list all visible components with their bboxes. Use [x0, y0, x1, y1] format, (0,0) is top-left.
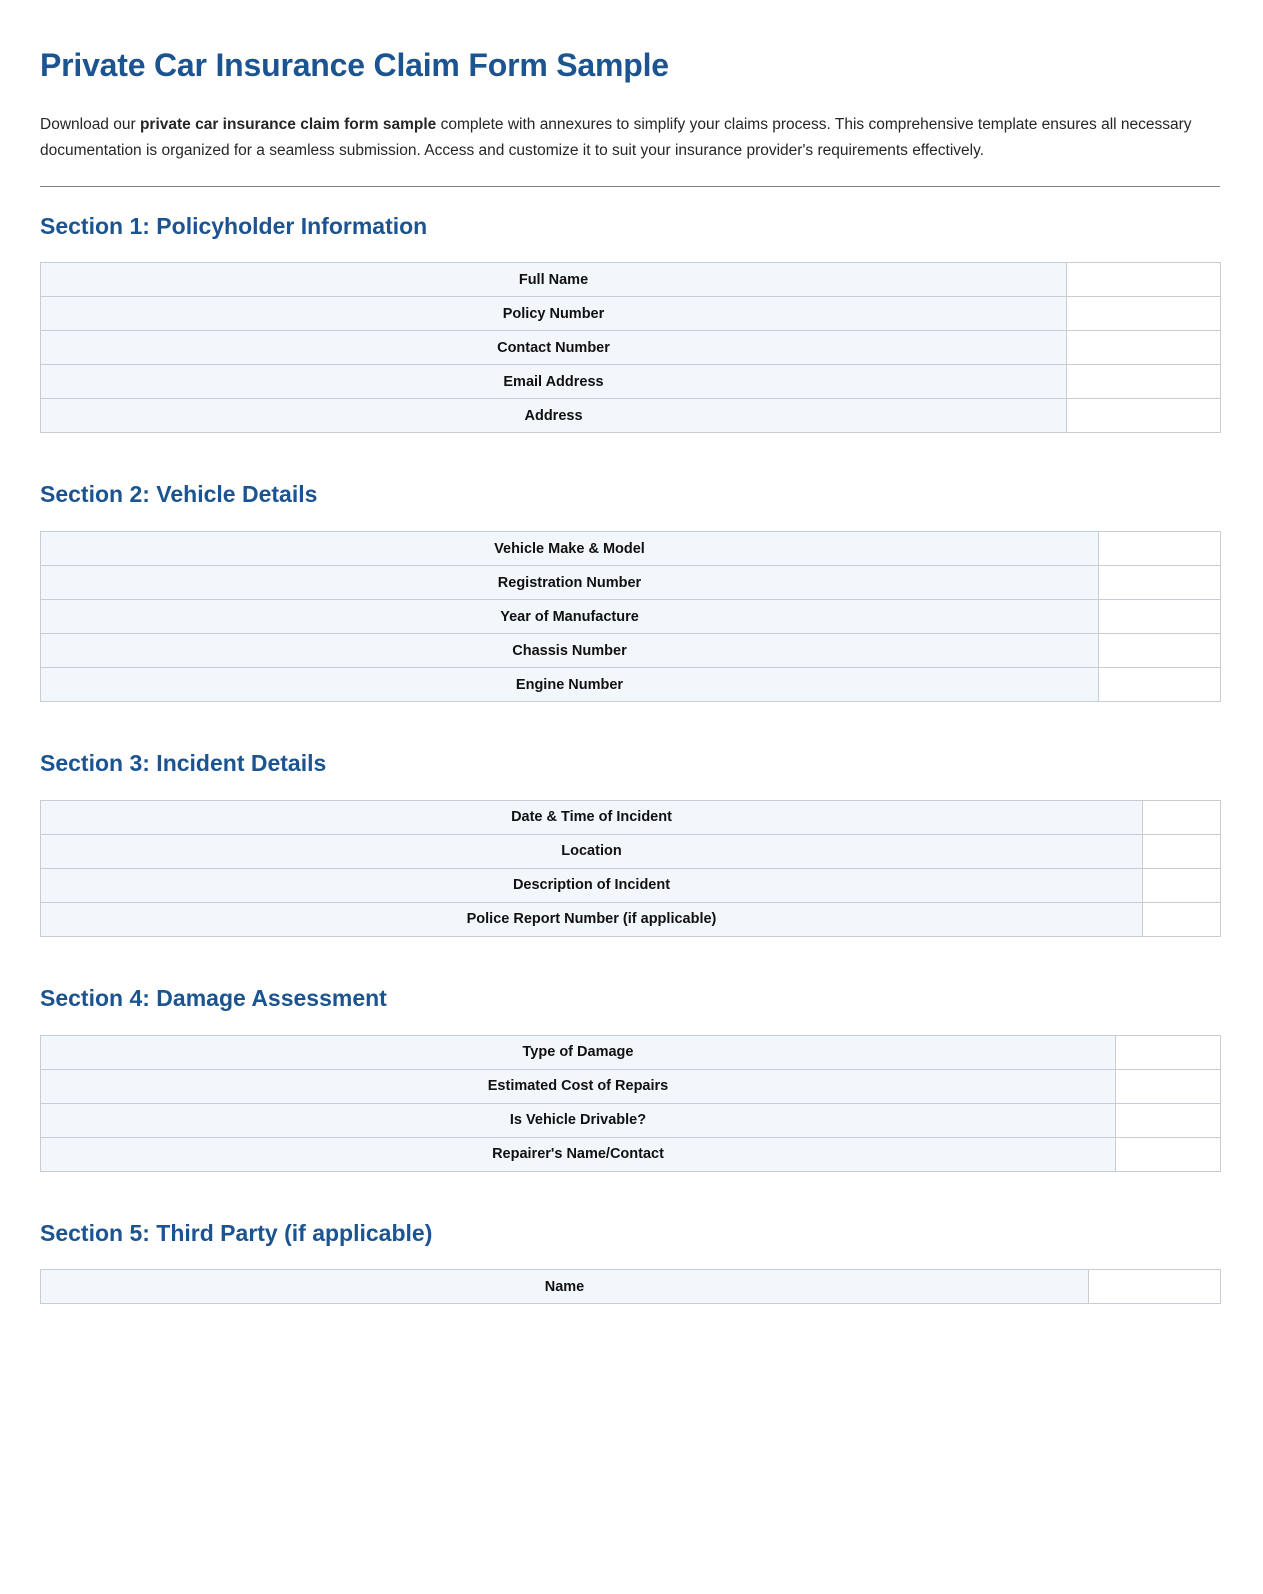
- field-label: Repairer's Name/Contact: [41, 1137, 1116, 1171]
- section-heading: Section 4: Damage Assessment: [40, 984, 387, 1011]
- field-value-input[interactable]: [1067, 297, 1221, 331]
- field-value-input[interactable]: [1143, 868, 1221, 902]
- field-label: Type of Damage: [41, 1035, 1116, 1069]
- field-label: Registration Number: [41, 566, 1099, 600]
- section-heading: Section 3: Incident Details: [40, 750, 327, 777]
- field-label: Email Address: [41, 365, 1067, 399]
- field-value-input[interactable]: [1143, 800, 1221, 834]
- table-row: [41, 902, 1221, 936]
- field-value-input[interactable]: [1143, 834, 1221, 868]
- field-label: Engine Number: [41, 668, 1099, 702]
- field-value-input[interactable]: [1116, 1035, 1221, 1069]
- field-label: Chassis Number: [41, 634, 1099, 668]
- section-heading: Section 5: Third Party (if applicable): [40, 1219, 433, 1246]
- sections-container: [40, 187, 1221, 1305]
- table-row: [41, 365, 1221, 399]
- section-table-wrapper: [40, 800, 1221, 937]
- table-row: [41, 834, 1221, 868]
- table-row: [41, 532, 1221, 566]
- table-row: [41, 800, 1221, 834]
- field-label: Name: [41, 1270, 1089, 1304]
- section-table: [40, 1269, 1221, 1304]
- field-label: Year of Manufacture: [41, 600, 1099, 634]
- field-label: Full Name: [41, 263, 1067, 297]
- intro-text-before: Download our: [40, 116, 140, 134]
- field-value-input[interactable]: [1116, 1103, 1221, 1137]
- section-table: [40, 1035, 1221, 1172]
- section-table: [40, 531, 1221, 702]
- section-table: [40, 262, 1221, 433]
- table-row: [41, 1069, 1221, 1103]
- table-row: [41, 566, 1221, 600]
- section-heading: Section 1: Policyholder Information: [40, 212, 428, 239]
- intro-text-bold: private car insurance claim form sample: [139, 116, 437, 134]
- field-label: Description of Incident: [41, 868, 1143, 902]
- field-value-input[interactable]: [1099, 668, 1221, 702]
- field-value-input[interactable]: [1067, 331, 1221, 365]
- section-table-wrapper: [40, 531, 1221, 702]
- table-row: [41, 1270, 1221, 1304]
- field-value-input[interactable]: [1099, 634, 1221, 668]
- page-title: Private Car Insurance Claim Form Sample: [40, 47, 669, 83]
- table-row: [41, 263, 1221, 297]
- field-label: Vehicle Make & Model: [41, 532, 1099, 566]
- field-value-input[interactable]: [1143, 902, 1221, 936]
- table-row: [41, 868, 1221, 902]
- field-value-input[interactable]: [1116, 1137, 1221, 1171]
- table-row: [41, 399, 1221, 433]
- field-value-input[interactable]: [1089, 1270, 1221, 1304]
- field-value-input[interactable]: [1067, 399, 1221, 433]
- field-label: Date & Time of Incident: [41, 800, 1143, 834]
- field-label: Policy Number: [41, 297, 1067, 331]
- table-row: [41, 600, 1221, 634]
- table-row: [41, 1035, 1221, 1069]
- intro-text-after: complete with annexures to simplify your claims process. This comprehensive template ensures all necessary documentation is organized for a seamless submission. Access and customize it to suit your insurance provider's requirements effectively.: [40, 116, 1192, 159]
- table-row: [41, 297, 1221, 331]
- document-content: [40, 0, 1221, 1295]
- table-row: [41, 331, 1221, 365]
- field-label: Contact Number: [41, 331, 1067, 365]
- field-value-input[interactable]: [1067, 263, 1221, 297]
- field-label: Is Vehicle Drivable?: [41, 1103, 1116, 1137]
- field-label: Location: [41, 834, 1143, 868]
- field-value-input[interactable]: [1067, 365, 1221, 399]
- table-row: [41, 1103, 1221, 1137]
- field-value-input[interactable]: [1099, 600, 1221, 634]
- field-value-input[interactable]: [1116, 1069, 1221, 1103]
- field-value-input[interactable]: [1099, 532, 1221, 566]
- intro-paragraph: [40, 84, 1200, 163]
- field-label: Address: [41, 399, 1067, 433]
- table-row: [41, 668, 1221, 702]
- section-heading: Section 2: Vehicle Details: [40, 481, 318, 508]
- section-table-wrapper: [40, 1035, 1221, 1172]
- table-row: [41, 634, 1221, 668]
- field-label: Estimated Cost of Repairs: [41, 1069, 1116, 1103]
- section-table-wrapper: [40, 1269, 1221, 1304]
- table-row: [41, 1137, 1221, 1171]
- section-table-wrapper: [40, 262, 1221, 433]
- field-value-input[interactable]: [1099, 566, 1221, 600]
- section-table: [40, 800, 1221, 937]
- field-label: Police Report Number (if applicable): [41, 902, 1143, 936]
